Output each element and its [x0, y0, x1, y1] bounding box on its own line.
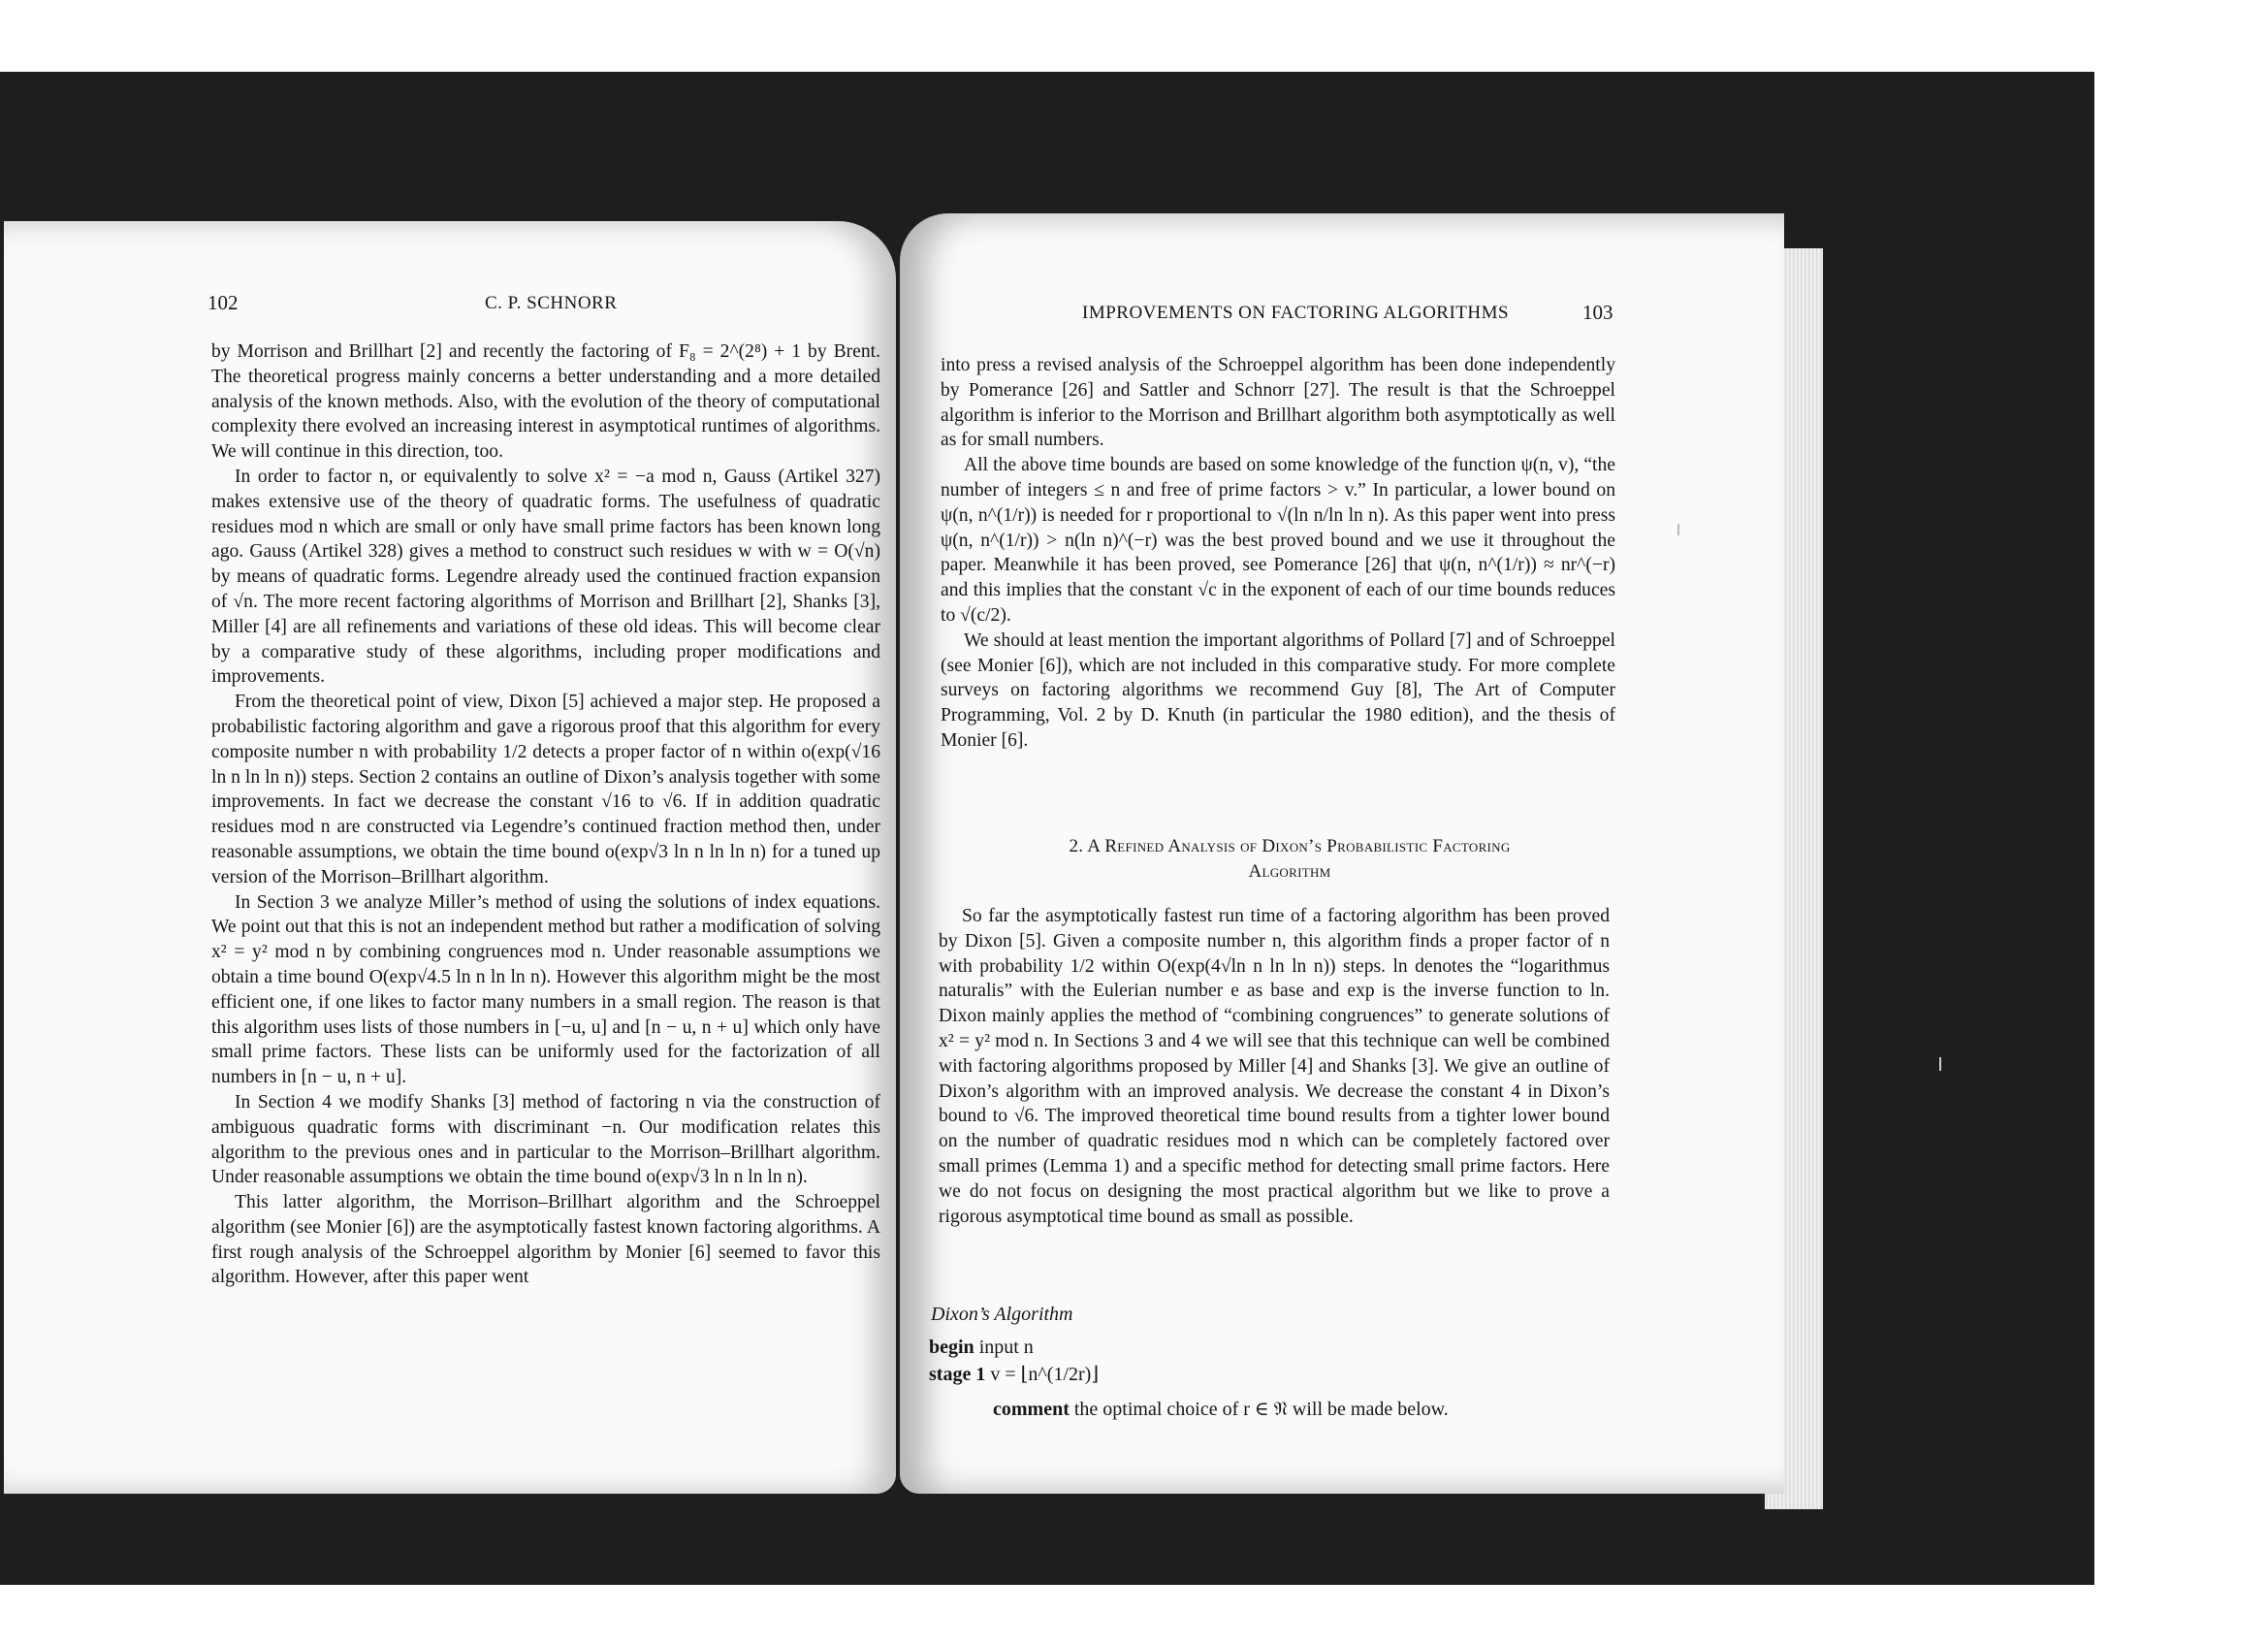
section-paragraph: So far the asymptotically fastest run time of a factoring algorithm has been proved by Dixon [5]. Given a composite number n, this algorithm finds a proper factor of n with probability 1/2 within O(exp(4√ln n ln ln n)) steps. ln denotes the “logarithmus naturalis” with the Eulerian number e as base and exp is the inverse function to ln. Dixon mainly applies the method of “combining congruences” to generate solutions of x² = y² mod n. In Sections 3 and 4 we will see that this technique can well be combined with factoring algorithms proposed by Miller [4] and Shanks [3]. We give an outline of Dixon’s algorithm with an improved analysis. We decrease the constant 4 in Dixon’s bound to √6. The improved theoretical time bound results from a tighter lower bound on the number of quadratic residues mod n which can be completely factored over small primes (Lemma 1) and a specific method for detecting small prime factors. Here we do not focus on designing the most practical algorithm but we like to prove a rigorous asymptotical time bound as small as possible. [939, 906, 1610, 1227]
scan-mark [1939, 1057, 1941, 1071]
left-page [4, 221, 896, 1494]
left-paragraph-1: by Morrison and Brillhart [2] and recently the factoring of F₈ = 2^(2⁸) + 1 by Brent. The theoretical progress mainly concerns a better understanding and a more detailed analysis of the known methods. Also, with the evolution of the theory of computational complexity there evolved an increasing interest in asymptotical runtimes of algorithms. We will continue in this direction, too. [211, 341, 880, 463]
right-running-head: IMPROVEMENTS ON FACTORING ALGORITHMS [1082, 303, 1510, 323]
algorithm-stage-line [929, 1362, 1099, 1386]
section-heading [960, 834, 1619, 885]
algorithm-comment-line [993, 1397, 1449, 1421]
left-paragraph-4: In Section 3 we analyze Miller’s method of using the solutions of index equations. We point out that this is not an independent method but rather a modification of solving x² = y² mod n by combining congruences mod n. Under reasonable assumptions we obtain a time bound O(exp√4.5 ln n ln ln n). However this algorithm might be the most efficient one, if one likes to factor many numbers in a small region. The reason is that this algorithm uses lists of those numbers in [−u, u] and [n − u, n + u] which only have small prime factors. These lists can be uniformly used for the factorization of all numbers in [n − u, n + u]. [211, 891, 880, 1088]
right-body-text [941, 353, 1615, 754]
algorithm-title: Dixon’s Algorithm [931, 1304, 1073, 1325]
section-body-text [939, 904, 1610, 1229]
left-paragraph-6: This latter algorithm, the Morrison–Brillhart algorithm and the Schroeppel algorithm (see Monier [6]) are the asymptotically fastest known factoring algorithms. A first rough analysis of the Schroeppel algorithm by Monier [6] seemed to favor this algorithm. However, after this paper went [211, 1192, 880, 1288]
right-paragraph-3: We should at least mention the important algorithms of Pollard [7] and of Schroeppel (see Monier [6]), which are not included in this comparative study. For more complete surveys on factoring algorithms we recommend Guy [8], The Art of Computer Programming, Vol. 2 by D. Knuth (in particular the 1980 edition), and the thesis of Monier [6]. [941, 629, 1615, 751]
left-body-text [211, 339, 880, 1290]
right-page-number: 103 [1582, 301, 1613, 324]
comment-keyword: comment [993, 1399, 1070, 1420]
comment-text: the optimal choice of r ∈ 𝔑 will be made below. [1073, 1399, 1449, 1420]
left-paragraph-5: In Section 4 we modify Shanks [3] method of factoring n via the construction of ambiguous quadratic forms with discriminant −n. Our modification relates this algorithm to the previous ones and in particular to the Morrison–Brillhart algorithm. Under reasonable assumptions we obtain the time bound o(exp√3 ln n ln ln n). [211, 1091, 880, 1188]
begin-text: input n [978, 1337, 1034, 1358]
section-heading-line-1: 2. A Refined Analysis of Dixon’s Probabilistic Factoring [1069, 836, 1511, 856]
left-page-number: 102 [208, 291, 239, 314]
scanner-margin [2094, 0, 2268, 1645]
algorithm-begin-line [929, 1337, 1034, 1359]
left-paragraph-3: From the theoretical point of view, Dixon [5] achieved a major step. He proposed a probabilistic factoring algorithm and gave a rigorous proof that this algorithm for every composite number n with probability 1/2 detects a proper factor of n within o(exp(√16 ln n ln ln n)) steps. Section 2 contains an outline of Dixon’s analysis together with some improvements. In fact we decrease the constant √16 to √6. If in addition quadratic residues mod n are constructed via Legendre’s continued fraction method then, under reasonable assumptions, we obtain the time bound o(exp√3 ln n ln ln n) for a tuned up version of the Morrison–Brillhart algorithm. [211, 692, 880, 887]
left-paragraph-2: In order to factor n, or equivalently to solve x² = −a mod n, Gauss (Artikel 327) makes extensive use of the theory of quadratic forms. The usefulness of quadratic residues mod n which are small or only have small prime factors has been known long ago. Gauss (Artikel 328) gives a method to construct such residues w with w = O(√n) by means of quadratic forms. Legendre already used the continued fraction expansion of √n. The more recent factoring algorithms of Morrison and Brillhart [2], Shanks [3], Miller [4] are all refinements and variations of these old ideas. This will become clear by a comparative study of these algorithms, including proper modifications and improvements. [211, 466, 880, 688]
scan-mark-small [1677, 524, 1679, 535]
stage-text: v = ⌊n^(1/2r)⌋ [990, 1364, 1100, 1385]
stage-keyword: stage 1 [929, 1364, 986, 1385]
left-running-head: C. P. SCHNORR [485, 293, 618, 313]
right-paragraph-2: All the above time bounds are based on some knowledge of the function ψ(n, v), “the number of integers ≤ n and free of prime factors > v.” In particular, a lower bound on ψ(n, n^(1/r)) is needed for r proportional to √(ln n/ln ln n). As this paper went into press ψ(n, n^(1/r)) > n(ln n)^(−r) was the best proved bound and we use it throughout the paper. Meanwhile it has been proved, see Pomerance [26] that ψ(n, n^(1/r)) ≈ nr^(−r) and this implies that the constant √c in the exponent of each of our time bounds reduces to √(c/2). [941, 455, 1615, 626]
section-heading-line-2: Algorithm [1248, 861, 1331, 882]
begin-keyword: begin [929, 1337, 974, 1358]
right-paragraph-1: into press a revised analysis of the Schroeppel algorithm has been done independently by Pomerance [26] and Sattler and Schnorr [27]. The result is that the Schroeppel algorithm is inferior to the Morrison and Brillhart algorithm both asymptotically as well as for small numbers. [941, 355, 1615, 451]
